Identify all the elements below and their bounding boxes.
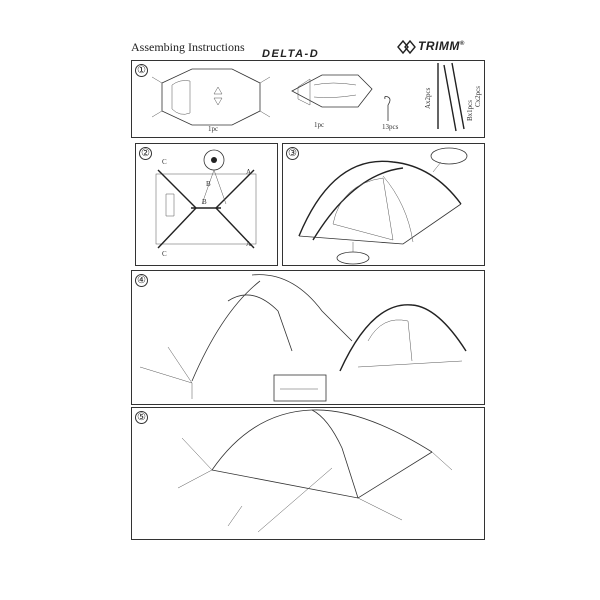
- pole-c-label: C: [162, 250, 167, 258]
- brand-mark: ®: [459, 41, 465, 47]
- guy-lines-diagram: [132, 408, 484, 539]
- step-number: ④: [135, 274, 148, 287]
- flysheet-cover-diagram: [132, 271, 484, 404]
- pole-b-label: B: [206, 180, 211, 188]
- tent-raise-diagram: [283, 144, 484, 265]
- pegs-caption: 13pcs: [382, 123, 399, 131]
- page-title: Assembing Instructions: [131, 40, 245, 54]
- trimm-logo-icon: [396, 38, 418, 56]
- step-5-panel: [131, 407, 485, 540]
- step-number: ①: [135, 64, 148, 77]
- brand-name: TRIMM: [418, 39, 460, 53]
- brand-logo: [396, 38, 496, 56]
- pole-b-label: B: [202, 198, 207, 206]
- step-1-panel: [131, 60, 485, 138]
- step-number: ⑤: [135, 411, 148, 424]
- pole-b-caption: Bx1pcs: [466, 100, 474, 121]
- tent-caption: 1pc: [208, 125, 219, 133]
- pole-c-label: C: [162, 158, 167, 166]
- model-name: DELTA-D: [262, 48, 320, 60]
- step-number: ③: [286, 147, 299, 160]
- pole-a-label: A: [246, 240, 252, 248]
- pole-a-label: A: [246, 168, 252, 176]
- pole-a-caption: Ax2pcs: [424, 87, 432, 109]
- step-number: ②: [139, 147, 152, 160]
- fly-caption: 1pc: [314, 121, 325, 129]
- step-4-panel: [131, 270, 485, 405]
- step-3-panel: [282, 143, 485, 266]
- step-2-panel: [135, 143, 278, 266]
- pole-c-caption: Cx2pcs: [474, 86, 482, 107]
